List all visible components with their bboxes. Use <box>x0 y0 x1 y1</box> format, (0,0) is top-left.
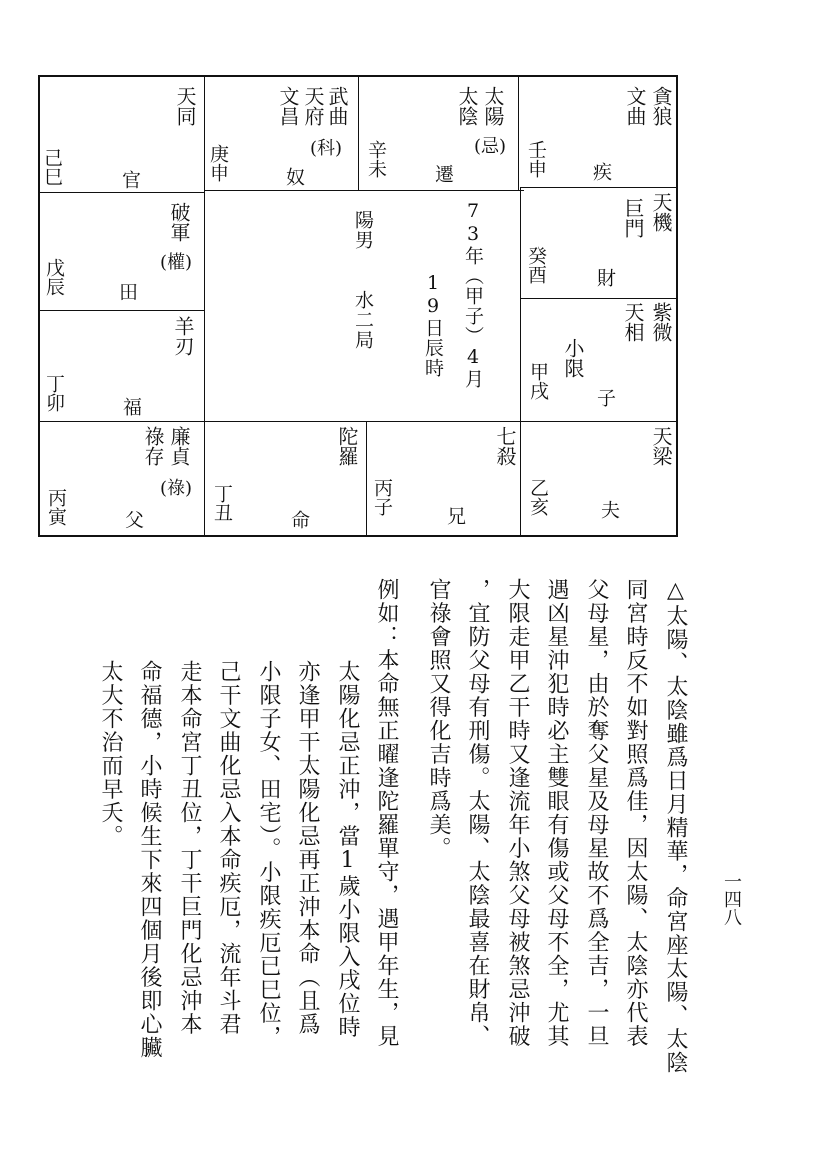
text-column: 走本命宮丁丑位，丁干巨門化忌沖本 <box>177 660 202 1036</box>
palace-name: 命 <box>288 510 310 529</box>
star-label: 武曲 <box>325 86 349 126</box>
element-ju: 水二局 <box>352 290 374 350</box>
stem-branch: 戊辰 <box>43 258 65 296</box>
palace-name: 夫 <box>598 500 620 519</box>
chart-line <box>518 75 519 191</box>
text-column: 同宮時反不如對照爲佳，因太陽、太陰亦代表 <box>623 578 648 1048</box>
star-label: 天梁 <box>649 426 673 466</box>
palace-name: 疾 <box>590 162 612 181</box>
palace-name: 福 <box>120 397 142 416</box>
chart-line <box>366 421 367 537</box>
chart-line <box>38 421 678 422</box>
chart-line <box>520 298 678 299</box>
palace-name: 田 <box>116 282 138 301</box>
birth-hour: 19日辰時 <box>422 272 444 378</box>
text-column: 亦逢甲干太陽化忌再正沖本命（且爲 <box>295 660 320 1036</box>
stem-branch: 甲戌 <box>527 362 549 400</box>
page-number: 一四八 <box>721 872 742 926</box>
palace-name: 官 <box>119 170 141 189</box>
small-limit-label: 小限 <box>561 338 585 378</box>
gender: 陽男 <box>352 210 374 250</box>
birth-date: 73年（甲子）4月 <box>462 200 484 389</box>
star-label: 天相 <box>621 302 645 342</box>
text-column: 父母星，由於奪父星及母星故不爲全吉，一旦 <box>584 578 609 1048</box>
stem-branch: 丁丑 <box>211 484 233 522</box>
chart-line <box>38 192 204 193</box>
chart-line <box>520 187 678 188</box>
star-label: 太陰 <box>455 86 479 126</box>
text-column: 遇凶星沖犯時必主雙眼有傷或父母不全，尤其 <box>544 578 569 1048</box>
stem-branch: 癸酉 <box>525 246 547 284</box>
text-column: 小限子女、田宅）。小限疾厄已巳位， <box>256 660 281 1049</box>
text-column: 大限走甲乙干時又逢流年小煞父母被煞忌沖破 <box>505 578 530 1048</box>
star-label: 陀羅 <box>335 426 359 466</box>
star-label: 文昌 <box>276 86 300 126</box>
transform-tag: (忌) <box>474 136 507 157</box>
palace-name: 財 <box>594 268 616 287</box>
chart-line <box>38 310 204 311</box>
stem-branch: 己巳 <box>41 148 63 186</box>
palace-name: 子 <box>594 388 616 407</box>
star-label: 太陽 <box>481 86 505 126</box>
text-column: 命福德，小時候生下來四個月後即心臟 <box>137 660 162 1060</box>
palace-name: 奴 <box>283 167 305 186</box>
chart-line <box>358 75 359 191</box>
palace-name: 父 <box>122 510 144 529</box>
star-label: 天機 <box>649 192 673 232</box>
star-label: 羊刃 <box>171 316 195 356</box>
stem-branch: 丙子 <box>371 478 393 516</box>
chart-line <box>204 190 524 191</box>
text-column: 己干文曲化忌入本命疾厄，流年斗君 <box>216 660 241 1036</box>
palace-name: 遷 <box>432 164 454 183</box>
transform-tag: (科) <box>310 138 343 159</box>
stem-branch: 丁卯 <box>43 374 65 412</box>
star-label: 廉貞 <box>167 426 191 466</box>
transform-tag: (祿) <box>160 478 193 499</box>
star-label: 紫微 <box>649 302 673 342</box>
stem-branch: 庚申 <box>207 144 229 182</box>
text-column: 太陽化忌正沖，當1歲小限入戌位時 <box>335 660 360 1039</box>
star-label: 七殺 <box>493 426 517 466</box>
star-label: 巨門 <box>621 198 645 238</box>
stem-branch: 乙亥 <box>527 478 549 516</box>
text-column: 例如：本命無正曜逢陀羅單守，遇甲年生，見 <box>374 578 399 1048</box>
palace-name: 兄 <box>444 506 466 525</box>
stem-branch: 辛未 <box>365 140 387 178</box>
star-label: 天同 <box>173 86 197 126</box>
star-label: 貪狼 <box>649 86 673 126</box>
star-label: 天府 <box>301 86 325 126</box>
text-column: 官祿會照又得化吉時爲美。 <box>426 578 451 860</box>
astrology-chart <box>0 0 830 560</box>
chart-line <box>520 187 521 537</box>
text-column: ，宜防父母有刑傷。太陽、太陰最喜在財帛、 <box>465 578 490 1048</box>
star-label: 破軍 <box>167 202 191 242</box>
chart-line <box>204 75 205 537</box>
star-label: 文曲 <box>623 86 647 126</box>
star-label: 祿存 <box>141 426 165 466</box>
text-column: 太大不治而早夭。 <box>98 660 123 848</box>
stem-branch: 丙寅 <box>45 488 67 526</box>
text-column: △太陽、太陰雖爲日月精華，命宮座太陽、太陰 <box>663 578 688 1075</box>
transform-tag: (權) <box>160 252 193 273</box>
stem-branch: 壬申 <box>525 140 547 178</box>
